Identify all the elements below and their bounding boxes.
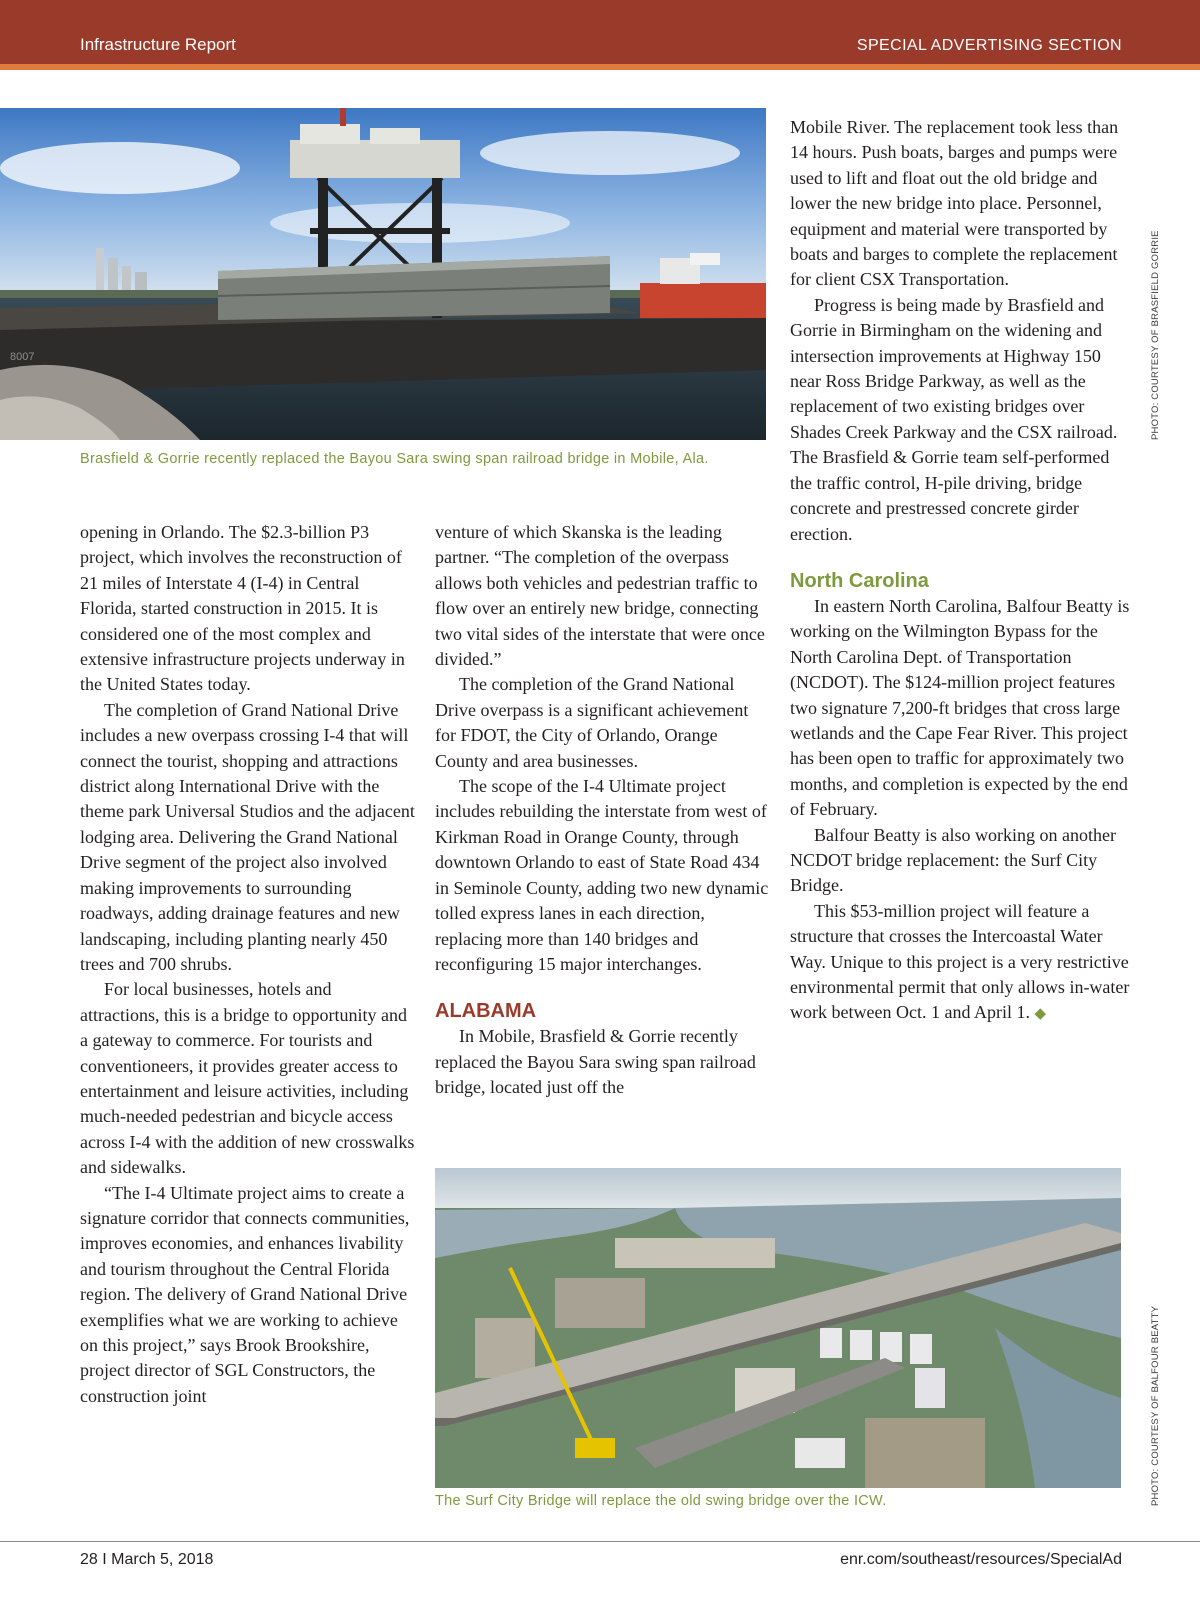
- footer-url: enr.com/southeast/resources/SpecialAd: [840, 1551, 1122, 1568]
- header-stripe: [0, 64, 1200, 70]
- paragraph: In Mobile, Brasfield & Gorrie recently replaced the Bayou Sara swing span railroad bridge, located just off the: [435, 1026, 756, 1098]
- paragraph: The completion of the Grand National Drive overpass is a significant achievement for FDOT, the City of Orlando, Orange County and area businesses.: [435, 674, 749, 771]
- photo-credit-balfour: PHOTO: COURTESY OF BALFOUR BEATTY: [1150, 1305, 1161, 1506]
- paragraph: opening in Orlando. The $2.3-billion P3 project, which involves the reconstruction of 21 miles of Interstate 4 (I-4) in Central Florida, started construction in 2015. It is considered one of the most complex and extensive infrastructure projects underway in the United States today.: [80, 522, 405, 695]
- article-column-3: [790, 115, 1130, 1028]
- paragraph: Balfour Beatty is also working on another NCDOT bridge replacement: the Surf City Bridge.: [790, 824, 1116, 896]
- paragraph: “The I-4 Ultimate project aims to create a signature corridor that connects communities, improves economies, and enhances livability and tourism throughout the Central Florida region. The delivery of Grand National Drive exemplifies what we are working to achieve on this project,” says Brook Brookshire, project director of SGL Constructors, the construction joint: [80, 1182, 410, 1406]
- section-title: Infrastructure Report: [80, 35, 236, 54]
- paragraph: Progress is being made by Brasfield and Gorrie in Birmingham on the widening and intersection improvements at Highway 150 near Ross Bridge Parkway, as well as the replacement of two existing bridges over Shades Creek Parkway and the CSX railroad. The Brasfield & Gorrie team self-performed the traffic control, H-pile driving, bridge concrete and prestressed concrete girder erection.: [790, 294, 1118, 544]
- paragraph: In eastern North Carolina, Balfour Beatty is working on the Wilmington Bypass for the North Carolina Dept. of Transportation (NCDOT). The $124-million project features two signature 7,200-ft bridges that cross large wetlands and the Cape Fear River. This project has been open to traffic for approximately two months, and completion is expected by the end of February.: [790, 595, 1130, 820]
- advertising-label: SPECIAL ADVERTISING SECTION: [856, 37, 1122, 54]
- surf-city-bridge-photo: [435, 1168, 1121, 1488]
- photo-caption-bayou-sara: Brasfield & Gorrie recently replaced the Bayou Sara swing span railroad bridge in Mobile, Ala.: [80, 451, 709, 467]
- footer-rule: [0, 1541, 1200, 1542]
- paragraph: venture of which Skanska is the leading partner. “The completion of the overpass allows both vehicles and pedestrian traffic to flow over an entirely new bridge, connecting two vital sides of the interstate that were once divided.”: [435, 522, 765, 670]
- article-column-1: [80, 520, 415, 1409]
- paragraph: The completion of Grand National Drive includes a new overpass crossing I-4 that will connect the tourist, shopping and attractions district along International Drive with the theme park Universal Studios and the adjacent lodging area. Delivering the Grand National Drive segment of the project also involved making improvements to surrounding roadways, adding drainage features and new landscaping, including planting nearly 450 trees and 700 shrubs.: [80, 699, 415, 974]
- article-column-2: [435, 520, 770, 1101]
- paragraph: For local businesses, hotels and attractions, this is a bridge to opportunity and a gateway to commerce. For tourists and conventioneers, it provides greater access to entertainment and leisure activities, including much-needed pedestrian and bicycle access across I-4 with the addition of new crosswalks and sidewalks.: [80, 979, 415, 1178]
- end-of-article-diamond-icon: ◆: [1034, 1006, 1046, 1023]
- page-number-date: 28 I March 5, 2018: [80, 1551, 214, 1568]
- paragraph-final: [790, 899, 1130, 1028]
- section-heading-north-carolina: North Carolina: [790, 569, 929, 592]
- paragraph-text: This $53-million project will feature a structure that crosses the Intercoastal Water Way. Unique to this project is a very restrictive environmental permit that only allows in-water work between Oct. 1 and April 1.: [790, 900, 1130, 1023]
- barge-number-label: 8007: [10, 351, 35, 363]
- paragraph: The scope of the I-4 Ultimate project includes rebuilding the interstate from west of Kirkman Road in Orange County, through downtown Orlando to east of State Road 434 in Seminole County, adding two new dynamic tolled express lanes in each direction, replacing more than 140 bridges and reconfiguring 15 major interchanges.: [435, 776, 769, 974]
- paragraph: Mobile River. The replacement took less than 14 hours. Push boats, barges and pumps were used to lift and float out the old bridge and lower the new bridge into place. Personnel, equipment and material were transported by boats and barges to complete the replacement for client CSX Transportation.: [790, 117, 1119, 290]
- section-heading-alabama: ALABAMA: [435, 1000, 537, 1023]
- bayou-sara-bridge-photo: [0, 108, 766, 440]
- photo-credit-brasfield: PHOTO: COURTESY OF BRASFIELD GORRIE: [1150, 230, 1161, 440]
- photo-caption-surf-city: The Surf City Bridge will replace the old swing bridge over the ICW.: [435, 1493, 887, 1509]
